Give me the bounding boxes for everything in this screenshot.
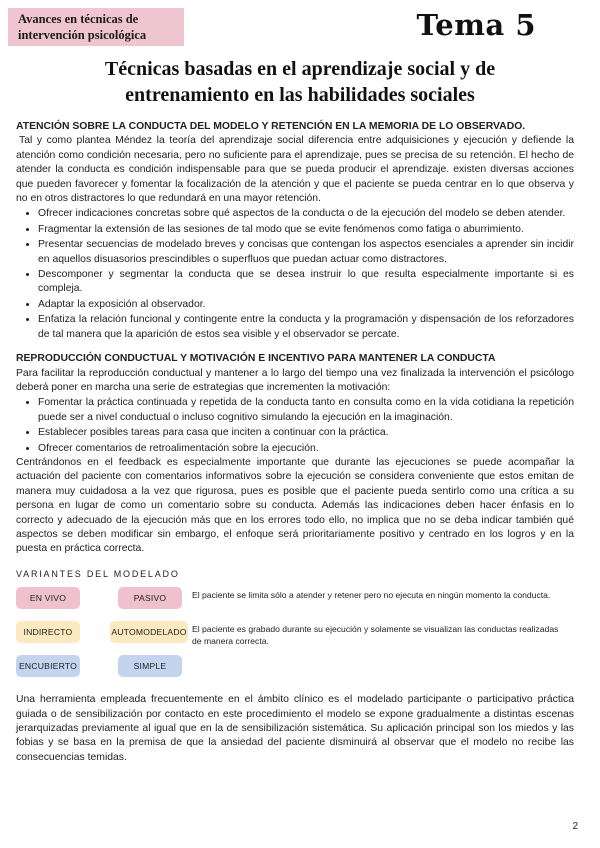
list-item: • Adaptar la exposición al observador. [38,297,574,312]
tema-label: Tema 5 [416,8,536,42]
list-item: • Enfatiza la relación funcional y contingente entre la conducta y la programación y dispensación de los reforzadores de tal manera que la aparición de estos sea visible y el observador se percate. [38,312,574,342]
section-1-heading: ATENCIÓN SOBRE LA CONDUCTA DEL MODELO Y RETENCIÓN EN LA MEMORIA DE LO OBSERVADO. [16,121,526,132]
chip-automodelado: AUTOMODELADO [110,621,188,643]
page-title [30,56,570,108]
subject-tag [8,8,184,46]
section-2-heading: REPRODUCCIÓN CONDUCTUAL Y MOTIVACIÓN E INCENTIVO PARA MANTENER LA CONDUCTA [16,353,496,365]
list-item: • Establecer posibles tareas para casa que inciten a continuar con la práctica. [38,425,574,440]
variants-grid [16,587,574,687]
title-line-2: entrenamiento en las habilidades sociales [125,84,475,106]
list-item: • Ofrecer indicaciones concretas sobre qué aspectos de la conducta o de la ejecución del modelo se deben atender. [38,206,574,221]
section-2-list [16,395,574,456]
list-item: • Fragmentar la extensión de las sesiones de tal modo que se evite fenómenos como fatiga o aburrimiento. [38,222,574,237]
list-item: • Fomentar la práctica continuada y repetida de la conducta tanto en consulta como en la vida cotidiana la repetición puede ser a nivel conductual o incluso cognitivo simulando la ejecución en la imaginación. [38,395,574,425]
subject-line-1: Avances en técnicas de [18,12,139,26]
variants-heading: VARIANTES DEL MODELADO [16,568,180,579]
pasivo-description: El paciente se limita sólo a atender y retener pero no ejecuta en ningún momento la conducta. [192,590,551,601]
section-1-paragraph: Tal y como plantea Méndez la teoría del aprendizaje social diferencia entre adquisiciones y ejecución y defiende la atención como condición necesaria, pero no suficiente para el aprendizaje, pues se precisa de su retención. El hecho de atender la conducta es condición indispensable para que se pueda producir el aprendizaje. existen diversas acciones que pueden favorecer y fomentar la focalización de la atención y que el paciente se pueda centrar en lo que observa y no en otros distractores lo que redundará en una mayor retención. [16,135,574,205]
subject-line-2: intervención psicológica [18,28,147,42]
chip-pasivo: PASIVO [118,587,182,609]
chip-simple: SIMPLE [118,655,182,677]
list-item: • Ofrecer comentarios de retroalimentación sobre la ejecución. [38,441,574,456]
list-item: • Descomponer y segmentar la conducta que se desea instruir lo que resulta especialmente importante si es compleja. [38,267,574,297]
closing-paragraph: Una herramienta empleada frecuentemente en el ámbito clínico es el modelado participante o participativo práctica guiada o de sensibilización por contacto en este procedimiento el modelo se expone gradualmente a distintas escenas jerarquizadas previamente al igual que en la de sensibilización sistemática. Su aplicación principal son los miedos y las fobias y se basa en la premisa de que la ansiedad del paciente disminuirá al observar que el modelo no recibe las consecuencias temidas. [16,694,574,763]
section-2-paragraph: Para facilitar la reproducción conductual y mantener a lo largo del tiempo una vez finalizada la intervención el psicólogo deberá poner en marcha una serie de estrategias que incrementen la motivación: [16,367,574,393]
section-2-paragraph-2: Centrándonos en el feedback es especialmente importante que durante las ejecuciones se puede acompañar la actuación del paciente con comentarios informativos sobre la ejecución se considera conveniente que estos emitan de manera muy cuidadosa a la vez que rigurosa, pues es posible que el paciente pueda sentirlo como una crítica a su persona en lugar de como un comentario sobre su conducta. Además las indicaciones deben hacer énfasis en lo correcto y adecuado de la ejecución más que en los errores todo ello, no implica que no se deba indicar también qué aspectos se deben modificar sin embargo, el enfoque será prioritariamente positivo y centrado en los logros y en la puesta en práctica correcta. [16,456,574,555]
section-1-list [16,206,574,342]
chip-indirecto: INDIRECTO [16,621,80,643]
chip-encubierto: ENCUBIERTO [16,655,80,677]
chip-en-vivo: EN VIVO [16,587,80,609]
document-body [16,120,574,776]
page-number: 2 [572,821,578,832]
list-item: • Presentar secuencias de modelado breves y concisas que contengan los aspectos esenciales a aprender sin incidir en aquellos disuasorios prescindibles o superfluos que puedan actuar como distractores. [38,237,574,267]
title-line-1: Técnicas basadas en el aprendizaje social y de [104,58,496,80]
automodelado-description: El paciente es grabado durante su ejecución y solamente se visualizan las conductas realizadas de manera correcta. [192,624,559,646]
